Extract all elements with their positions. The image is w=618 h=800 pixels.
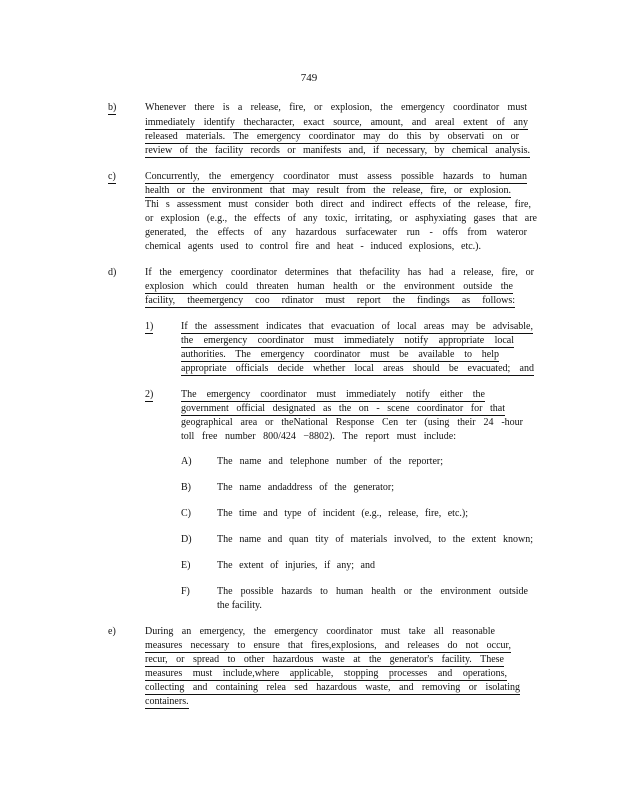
text-line: chemical agents used to control fire and heat - induced explosions, etc.). bbox=[145, 241, 481, 252]
text-line: released materials. The emergency coordinator may do this by observati on or bbox=[145, 131, 519, 142]
section-label: 2) bbox=[145, 389, 154, 400]
text-line: The name andaddress of the generator; bbox=[217, 482, 394, 493]
text-line: containers. bbox=[145, 696, 189, 707]
text-line: explosion which could threaten human health or the environment outside the bbox=[145, 281, 513, 292]
list-label: A) bbox=[181, 456, 192, 467]
section-label: b) bbox=[108, 102, 117, 113]
text-line: measures necessary to ensure that fires,explosions, and releases do not occur, bbox=[145, 640, 511, 651]
text-line: toll free number 800/424 −8802). The report must include: bbox=[181, 431, 456, 442]
text-line: review of the facility records or manifests and, if necessary, by chemical analysis. bbox=[145, 145, 530, 156]
text-line: The time and type of incident (e.g., release, fire, etc.); bbox=[217, 508, 468, 519]
list-label: E) bbox=[181, 560, 191, 571]
page-number: 749 bbox=[300, 72, 318, 84]
text-line: If the emergency coordinator determines that thefacility has had a release, fire, or bbox=[145, 267, 534, 278]
text-line: The possible hazards to human health or the environment outside bbox=[217, 586, 528, 597]
text-line: the emergency coordinator must immediately notify appropriate local bbox=[181, 335, 514, 346]
list-label: C) bbox=[181, 508, 191, 519]
section-label: d) bbox=[108, 267, 117, 278]
text-line: or explosion (e.g., the effects of any toxic, irritating, or asphyxiating gases that are bbox=[145, 213, 537, 224]
section-label: c) bbox=[108, 171, 116, 182]
text-line: the facility. bbox=[217, 600, 262, 611]
text-line: immediately identify thecharacter, exact source, amount, and areal extent of any bbox=[145, 117, 528, 128]
list-label: F) bbox=[181, 586, 190, 597]
text-line: facility, theemergency coo rdinator must report the findings as follows: bbox=[145, 295, 515, 306]
text-line: Whenever there is a release, fire, or explosion, the emergency coordinator must bbox=[145, 102, 527, 113]
text-line: The emergency coordinator must immediately notify either the bbox=[181, 389, 485, 400]
text-line: The extent of injuries, if any; and bbox=[217, 560, 375, 571]
text-line: recur, or spread to other hazardous waste at the generator's facility. These bbox=[145, 654, 504, 665]
text-line: health or the environment that may result from the release, fire, or explosion. bbox=[145, 185, 511, 196]
text-line: Thi s assessment must consider both direct and indirect effects of the release, fire, bbox=[145, 199, 531, 210]
text-line: During an emergency, the emergency coordinator must take all reasonable bbox=[145, 626, 495, 637]
text-line: Concurrently, the emergency coordinator must assess possible hazards to human bbox=[145, 171, 527, 182]
text-line: appropriate officials decide whether local areas should be evacuated; and bbox=[181, 363, 534, 374]
list-label: D) bbox=[181, 534, 192, 545]
section-label: e) bbox=[108, 626, 116, 637]
text-line: collecting and containing relea sed hazardous waste, and removing or isolating bbox=[145, 682, 520, 693]
text-line: measures must include,where applicable, stopping processes and operations, bbox=[145, 668, 507, 679]
text-line: The name and quan tity of materials involved, to the extent known; bbox=[217, 534, 533, 545]
text-line: government official designated as the on - scene coordinator for that bbox=[181, 403, 505, 414]
text-line: geographical area or theNational Response Cen ter (using their 24 -hour bbox=[181, 417, 523, 428]
section-label: 1) bbox=[145, 321, 154, 332]
text-line: authorities. The emergency coordinator must be available to help bbox=[181, 349, 499, 360]
text-line: generated, the effects of any hazardous surfacewater run - offs from wateror bbox=[145, 227, 527, 238]
text-line: If the assessment indicates that evacuation of local areas may be advisable, bbox=[181, 321, 533, 332]
text-line: The name and telephone number of the reporter; bbox=[217, 456, 443, 467]
list-label: B) bbox=[181, 482, 191, 493]
